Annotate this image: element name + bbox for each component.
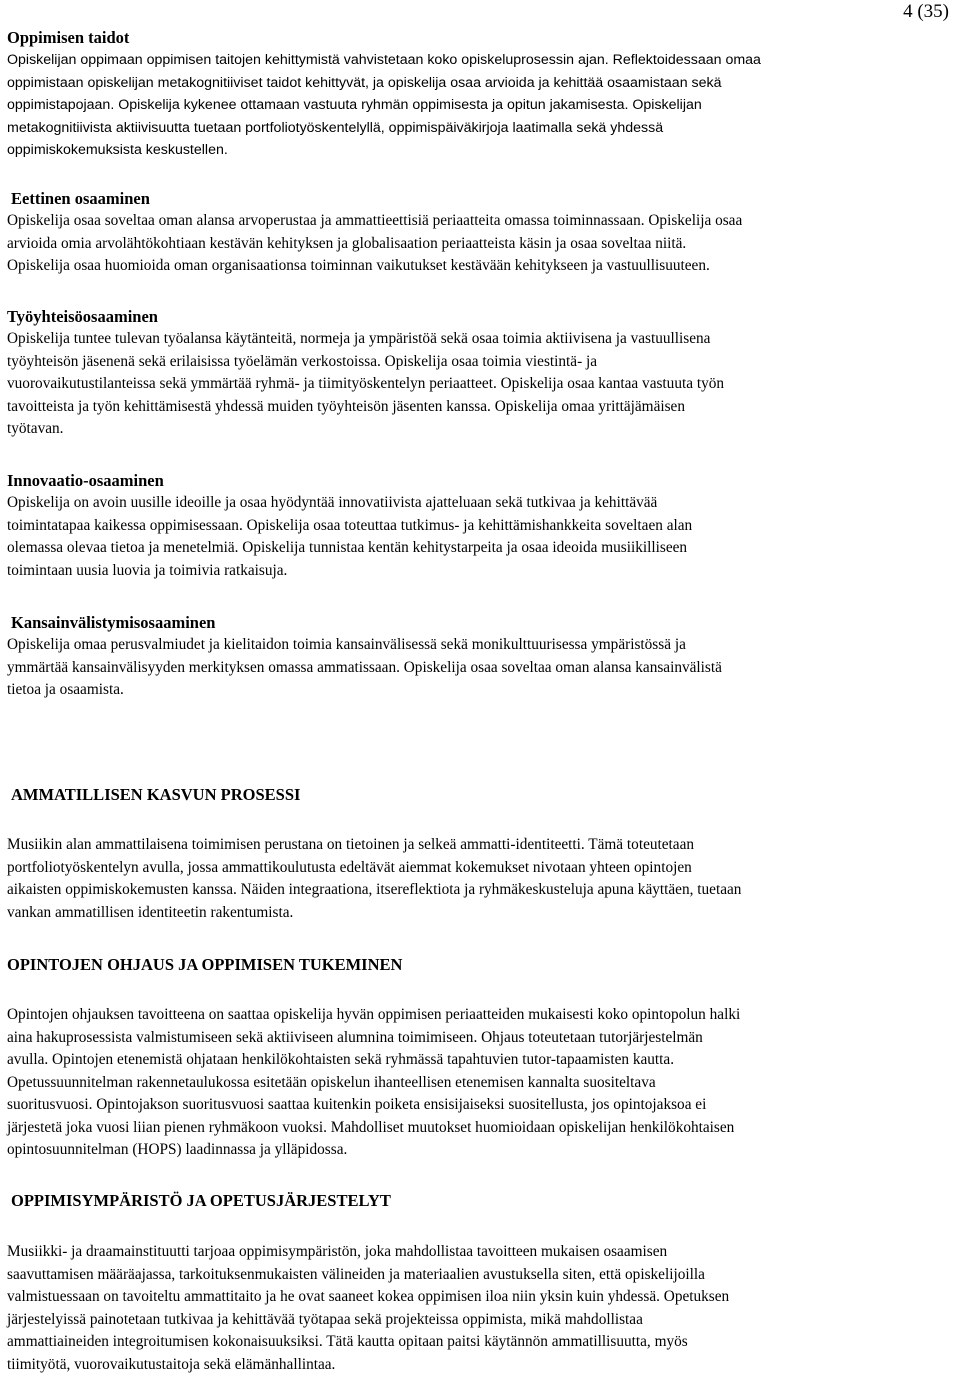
paragraph-line: ymmärtää kansainvälisyyden merkityksen omassa ammatissaan. Opiskelija osaa soveltaa oman alansa kansainvälistä <box>7 658 722 676</box>
paragraph-line: Opiskelijan oppimaan oppimisen taitojen kehittymistä vahvistetaan koko opiskeluprosessin ajan. Reflektoidessaan omaa <box>7 52 761 68</box>
paragraph-line: Musiikki- ja draamainstituutti tarjoaa oppimisympäristön, joka mahdollistaa tavoitteen mukaisen osaamisen <box>7 1243 668 1260</box>
paragraph-line: työyhteisön jäsenenä sekä erilaisissa työelämän verkostoissa. Opiskelija osaa toimia viestintä- ja <box>7 352 598 370</box>
paragraph-line: oppimistaan opiskelijan metakognitiiviset taidot kehittyvät, ja opiskelija osaa arvioida ja kehittää osaamistaan sekä <box>7 74 722 91</box>
paragraph-line: aikaisten oppimiskokemusten kanssa. Näiden integraationa, itsereflektiota ja ryhmäkeskusteluja apuna käyttäen, tuetaan <box>7 881 742 898</box>
section-oppimisen-taidot <box>7 27 953 162</box>
paragraph-line: Opintojen ohjauksen tavoitteena on saattaa opiskelija hyvän oppimisen periaatteiden mukaisesti koko opintopolun halki <box>7 1006 741 1023</box>
paragraph-line: opintosuunnitelman (HOPS) laadinnassa ja ylläpidossa. <box>7 1141 348 1158</box>
section-opintojen-ohjaus-body <box>7 1004 953 1162</box>
paragraph-line: oppimiskokemuksista keskustellen. <box>7 142 228 158</box>
section-ammatillisen-kasvun-body <box>7 834 953 924</box>
paragraph-line: Opiskelija tuntee tulevan työalansa käytänteitä, normeja ja ympäristöä sekä osaa toimia aktiivisena ja vastuullisena <box>7 330 711 347</box>
paragraph-line: Opetussuunnitelman rakennetaulukossa esitetään opiskelun ihanteellisen etenemisen kannalta suositeltava <box>7 1073 656 1091</box>
paragraph-line: saavuttamisen määräajassa, tarkoituksenmukaisten välineiden ja materiaalien avustuksella siten, että opiskelijoilla <box>7 1265 705 1283</box>
paragraph-line: ammattiaineiden integroitumisen kokonaisuuksiksi. Tätä kautta opitaan paitsi käytännön ammatillisuutta, myös <box>7 1333 688 1350</box>
paragraph-line: metakognitiivista aktiivisuutta tuetaan portfoliotyöskentelyllä, oppimispäiväkirjoja laatimalla sekä yhdessä <box>7 119 664 136</box>
paragraph-line: oppimistapojaan. Opiskelija kykenee ottamaan vastuuta ryhmän oppimisesta ja opitun jakamisesta. Opiskelijan <box>7 97 702 113</box>
paragraph-line: Opiskelija osaa soveltaa oman alansa arvoperustaa ja ammattieettisiä periaatteita omassa toiminnassaan. Opiskelija osaa <box>7 212 743 229</box>
section-eettinen-osaaminen <box>7 188 953 278</box>
paragraph-line: arvioida omia arvolähtökohtiaan kestävän kehityksen ja globalisaation periaatteista käsin ja osaa soveltaa niitä. <box>7 234 687 252</box>
paragraph-line: aina hakuprosessista valmistumiseen sekä aktiiviseen alumnina toimimiseen. Ohjaus toteutetaan tutorjärjestelmän <box>7 1028 703 1046</box>
paragraph-line: vuorovaikutustilanteissa sekä ymmärtää ryhmä- ja tiimityöskentelyn periaatteet. Opiskelija osaa kantaa vastuuta työn <box>7 375 725 392</box>
paragraph-line: portfoliotyöskentelyn avulla, jossa ammattikoulutusta edeltävät aiemmat kokemukset nivotaan yhteen opintojen <box>7 858 692 876</box>
section-tyoyhteisoosaaminen <box>7 306 953 441</box>
paragraph-line: toimintatapaa kaikessa oppimisessaan. Opiskelija osaa toteuttaa tutkimus- ja kehittämishankkeita soveltaen alan <box>7 516 693 534</box>
paragraph-line: työtavan. <box>7 420 64 437</box>
section-heading: Kansainvälistymisosaaminen <box>11 613 216 632</box>
paragraph-line: järjestetä joka vuosi liian pienen ryhmäkoon vuoksi. Mahdolliset muutokset huomioidaan opiskelijan henkilökohtaisen <box>7 1118 735 1136</box>
section-heading: Innovaatio-osaaminen <box>7 471 164 490</box>
section-ammatillisen-kasvun-prosessi <box>7 784 953 806</box>
paragraph-line: vankan ammatillisen identiteetin rakentumista. <box>7 903 294 921</box>
section-kansainvalistymisosaaminen <box>7 612 953 702</box>
paragraph-line: suoritusvuosi. Opintojakson suoritusvuosi saattaa kuitenkin poiketa ensisijaiseksi suositellusta, jos opintojaksoa ei <box>7 1096 707 1113</box>
section-heading: OPINTOJEN OHJAUS JA OPPIMISEN TUKEMINEN <box>7 955 403 974</box>
paragraph-line: valmistuessaan on tavoiteltu ammattitaito ja he ovat saaneet kokea oppimisen iloa niin yksin kuin yhdessä. Opetuksen <box>7 1288 730 1305</box>
paragraph-line: Opiskelija on avoin uusille ideoille ja osaa hyödyntää innovatiivista ajatteluaan sekä tutkivaa ja kehittävää <box>7 494 658 511</box>
section-opintojen-ohjaus <box>7 954 953 976</box>
paragraph-line: Opiskelija osaa huomioida oman organisaationsa toiminnan vaikutukset kestävään kehitykseen ja vastuullisuuteen. <box>7 257 710 274</box>
section-heading: Oppimisen taidot <box>7 28 130 47</box>
paragraph-line: tiimityötä, vuorovaikutustaitoja sekä elämänhallintaa. <box>7 1355 336 1373</box>
section-heading: AMMATILLISEN KASVUN PROSESSI <box>11 785 301 804</box>
paragraph-line: tietoa ja osaamista. <box>7 681 124 698</box>
paragraph-line: tavoitteista ja työn kehittämisestä yhdessä muiden työyhteisön jäsenten kanssa. Opiskelija omaa yrittäjämäisen <box>7 397 686 415</box>
paragraph-line: toimintaan uusia luovia ja toimivia ratkaisuja. <box>7 561 288 579</box>
page-number: 4 (35) <box>903 1 949 22</box>
section-oppimisymparisto <box>7 1190 953 1212</box>
section-heading: Työyhteisöosaaminen <box>7 307 158 326</box>
paragraph-line: Opiskelija omaa perusvalmiudet ja kielitaidon toimia kansainvälisessä sekä monikulttuurisessa ympäristössä ja <box>7 636 686 653</box>
section-heading: OPPIMISYMPÄRISTÖ JA OPETUSJÄRJESTELYT <box>11 1191 391 1210</box>
paragraph-line: olemassa olevaa tietoa ja menetelmiä. Opiskelija tunnistaa kentän kehitystarpeita ja osaa ideoida musiikilliseen <box>7 539 688 556</box>
paragraph-line: järjestelyissä painotetaan tutkivaa ja kehittävää työtapaa sekä projekteissa oppimista, mikä mahdollistaa <box>7 1310 643 1328</box>
paragraph-line: Musiikin alan ammattilaisena toimimisen perustana on tietoinen ja selkeä ammatti-identiteetti. Tämä toteutetaan <box>7 836 695 853</box>
paragraph-line: avulla. Opintojen etenemistä ohjataan henkilökohtaisten sekä ryhmässä tapahtuvien tutor-tapaamisten kautta. <box>7 1051 675 1068</box>
section-innovaatio-osaaminen <box>7 470 953 582</box>
section-heading: Eettinen osaaminen <box>11 189 150 208</box>
section-oppimisymparisto-body <box>7 1241 953 1376</box>
